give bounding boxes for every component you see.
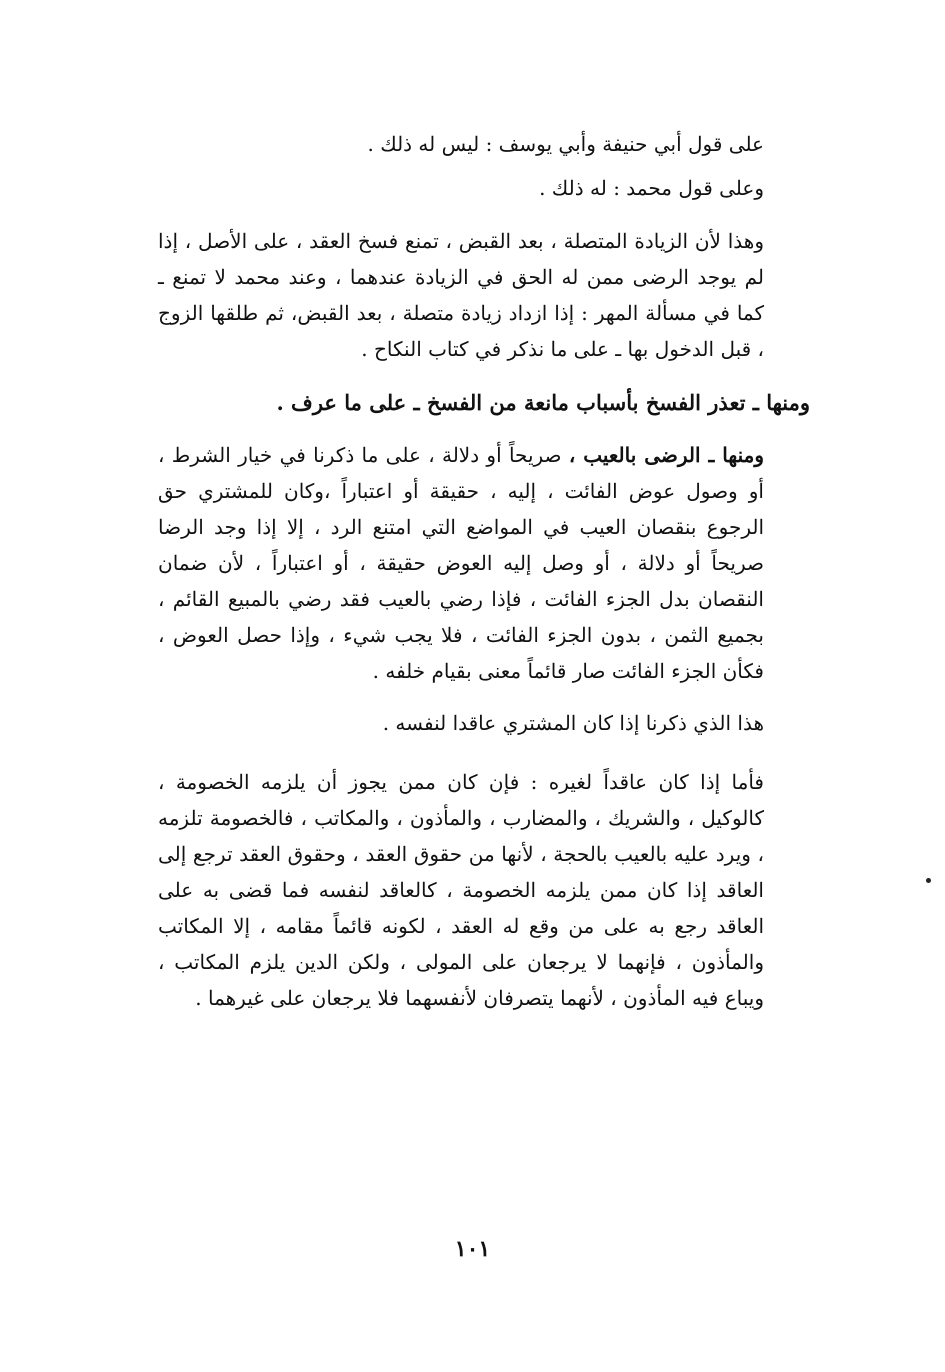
paragraph-1: على قول أبي حنيفة وأبي يوسف : ليس له ذلك . <box>367 132 764 156</box>
page-number: ١٠١ <box>454 1236 491 1262</box>
paragraph-5-body: صريحاً أو دلالة ، على ما ذكرنا في خيار الشرط ، أو وصول عوض الفائت ، إليه ، حقيقة أو اعتباراً ،وكان للمشتري حق الرجوع بنقصان العيب في المواضع التي امتنع الرد ، إلا إذا وجد الرضا صريحاً أو دلالة ، أو وصل إليه العوض حقيقة ، أو اعتباراً ، لأن ضمان النقصان بدل الجزء الفائت ، فإذا رضي بالعيب فقد رضي بالمبيع القائم ، بجميع الثمن ، بدون الجزء الفائت ، فلا يجب شيء ، وإذا حصل العوض ، فكأن الجزء الفائت صار قائماً معنى بقيام خلفه . <box>158 443 764 683</box>
paragraph-5-lead: ومنها ـ الرضى بالعيب ، <box>568 443 764 467</box>
body-text <box>158 126 810 1016</box>
paragraph-5 <box>158 437 810 689</box>
paragraph-3: وهذا لأن الزيادة المتصلة ، بعد القبض ، تمنع فسخ العقد ، على الأصل ، إذا لم يوجد الرضى ممن له الحق في الزيادة عندهما ، وعند محمد لا تمنع ـ كما في مسألة المهر : إذا ازداد زيادة متصلة ، بعد القبض، ثم طلقها الزوج ، قبل الدخول بها ـ على ما نذكر في كتاب النكاح . <box>158 229 764 361</box>
section-heading: ومنها ـ تعذر الفسخ بأسباب مانعة من الفسخ ـ على ما عرف . <box>276 390 810 415</box>
paragraph-6: هذا الذي ذكرنا إذا كان المشتري عاقدا لنفسه . <box>382 711 764 735</box>
paragraph-2: وعلى قول محمد : له ذلك . <box>539 176 764 200</box>
margin-dot <box>926 878 931 883</box>
paragraph-7: فأما إذا كان عاقداً لغيره : فإن كان ممن يجوز أن يلزمه الخصومة ، كالوكيل ، والشريك ، والمضارب ، والمأذون ، والمكاتب ، فالخصومة تلزمه ، ويرد عليه بالعيب بالحجة ، لأنها من حقوق العقد ، وحقوق العقد ترجع إلى العاقد إذا كان ممن يلزمه الخصومة ، كالعاقد لنفسه فما قضى به على العاقد رجع به على من وقع له العقد ، لكونه قائماً مقامه ، إلا المكاتب والمأذون ، فإنهما لا يرجعان على المولى ، ولكن الدين يلزم المكاتب ، ويباع فيه المأذون ، لأنهما يتصرفان لأنفسهما فلا يرجعان على غيرهما . <box>158 770 764 1010</box>
